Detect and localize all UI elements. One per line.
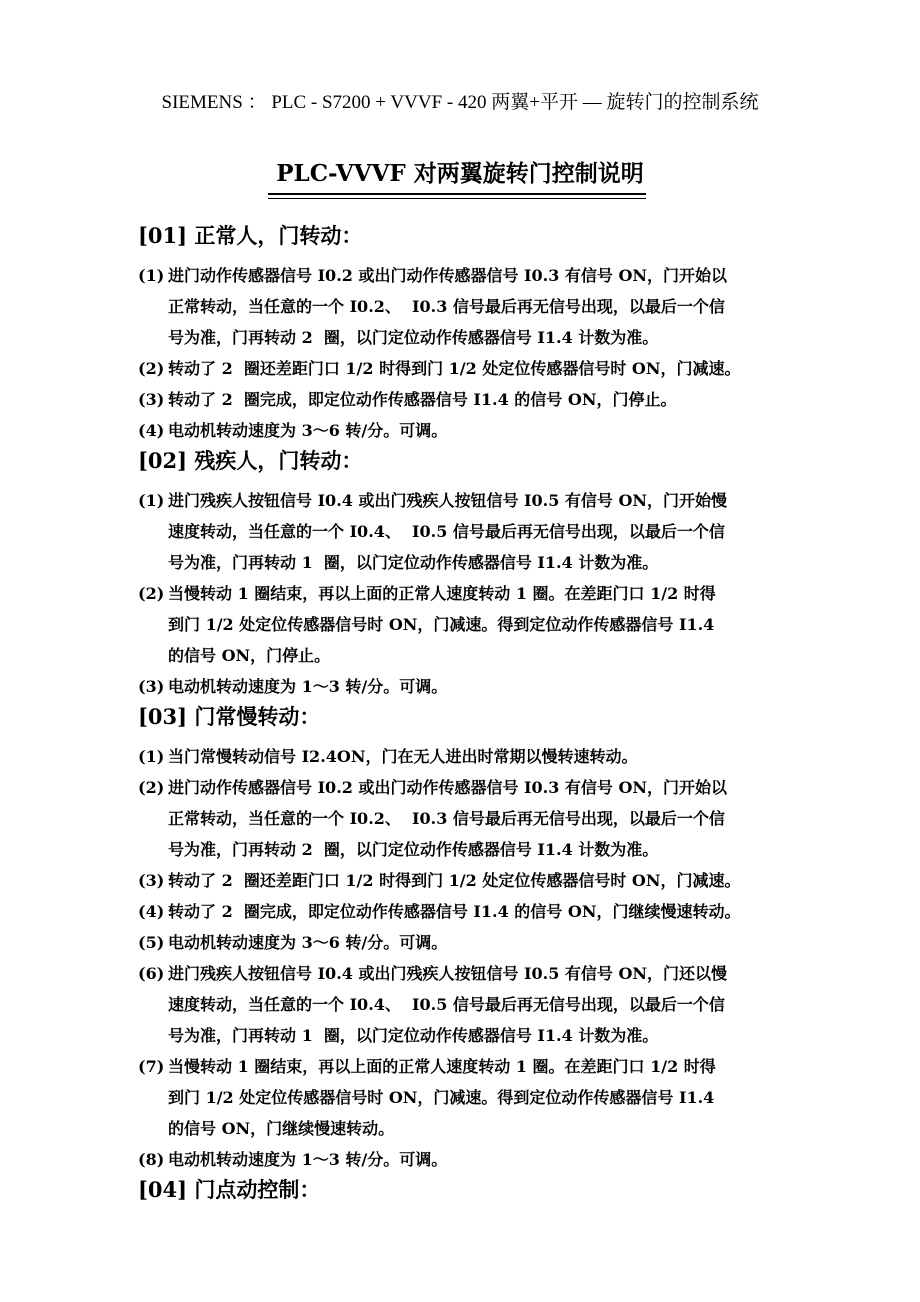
item-text: 电动机转动速度为 3～6 转/分。可调。: [168, 421, 448, 440]
item-text: 转动了 2 圈完成，即定位动作传感器信号 I1.4 的信号 ON，门继续慢速转动。: [168, 902, 741, 921]
item-text: 进门残疾人按钮信号 I0.4 或出门残疾人按钮信号 I0.5 有信号 ON，门开始慢 速度转动，当任意的一个 I0.4、 I0.5 信号最后再无信号出现，以最后一个信 号为准，门再转动 1 圈，以门定位动作传感器信号 I1.4 计数为准。: [168, 491, 728, 572]
list-item: [138, 1144, 798, 1175]
list-item: [138, 260, 798, 353]
item-number: (8): [138, 1150, 165, 1169]
list-item: [138, 415, 798, 446]
section-heading: [02] 残疾人，门转动：: [138, 448, 363, 473]
list-item: [138, 865, 798, 896]
list-item: [138, 896, 798, 927]
item-number: (4): [138, 421, 165, 440]
document-header: SIEMENS ： PLC - S7200 + VVVF - 420 两翼+平开 — 旋转门的控制系统: [161, 92, 759, 113]
list-item: [138, 772, 798, 865]
item-text: 进门动作传感器信号 I0.2 或出门动作传感器信号 I0.3 有信号 ON，门开始以 正常转动，当任意的一个 I0.2、 I0.3 信号最后再无信号出现，以最后一个信 号为准，门再转动 2 圈，以门定位动作传感器信号 I1.4 计数为准。: [168, 266, 728, 347]
list-item: [138, 958, 798, 1051]
item-text: 电动机转动速度为 3～6 转/分。可调。: [168, 933, 448, 952]
item-number: (1): [138, 266, 165, 285]
item-number: (1): [138, 747, 165, 766]
section-heading: [04] 门点动控制：: [138, 1177, 321, 1202]
item-text: 当慢转动 1 圈结束，再以上面的正常人速度转动 1 圈。在差距门口 1/2 时得 到门 1/2 处定位传感器信号时 ON，门减速。得到定位动作传感器信号 I1.4 的信号 ON，门继续慢速转动。: [168, 1057, 716, 1138]
item-number: (2): [138, 359, 165, 378]
title-underline: [268, 193, 646, 195]
item-number: (3): [138, 390, 165, 409]
item-text: 当门常慢转动信号 I2.4ON，门在无人进出时常期以慢转速转动。: [168, 747, 638, 766]
list-item: [138, 741, 798, 772]
item-text: 进门动作传感器信号 I0.2 或出门动作传感器信号 I0.3 有信号 ON，门开始以 正常转动，当任意的一个 I0.2、 I0.3 信号最后再无信号出现，以最后一个信 号为准，门再转动 2 圈，以门定位动作传感器信号 I1.4 计数为准。: [168, 778, 728, 859]
list-item: [138, 671, 798, 702]
item-number: (2): [138, 778, 165, 797]
item-text: 转动了 2 圈完成，即定位动作传感器信号 I1.4 的信号 ON，门停止。: [168, 390, 677, 409]
list-item: [138, 384, 798, 415]
document-title: PLC-VVVF 对两翼旋转门控制说明: [276, 160, 644, 187]
item-number: (7): [138, 1057, 165, 1076]
title-underline-thin: [268, 198, 646, 199]
section-heading: [03] 门常慢转动：: [138, 704, 321, 729]
list-item: [138, 578, 798, 671]
item-number: (1): [138, 491, 165, 510]
list-item: [138, 353, 798, 384]
item-number: (4): [138, 902, 165, 921]
item-text: 转动了 2 圈还差距门口 1/2 时得到门 1/2 处定位传感器信号时 ON，门减速。: [168, 871, 741, 890]
item-text: 进门残疾人按钮信号 I0.4 或出门残疾人按钮信号 I0.5 有信号 ON，门还以慢 速度转动，当任意的一个 I0.4、 I0.5 信号最后再无信号出现，以最后一个信 号为准，门再转动 1 圈，以门定位动作传感器信号 I1.4 计数为准。: [168, 964, 728, 1045]
list-item: [138, 1051, 798, 1144]
item-text: 电动机转动速度为 1～3 转/分。可调。: [168, 677, 448, 696]
item-text: 当慢转动 1 圈结束，再以上面的正常人速度转动 1 圈。在差距门口 1/2 时得 到门 1/2 处定位传感器信号时 ON，门减速。得到定位动作传感器信号 I1.4 的信号 ON，门停止。: [168, 584, 716, 665]
document-body: [138, 220, 798, 1214]
item-number: (3): [138, 677, 165, 696]
item-number: (5): [138, 933, 165, 952]
item-number: (6): [138, 964, 165, 983]
item-number: (2): [138, 584, 165, 603]
list-item: [138, 927, 798, 958]
item-number: (3): [138, 871, 165, 890]
list-item: [138, 485, 798, 578]
item-text: 转动了 2 圈还差距门口 1/2 时得到门 1/2 处定位传感器信号时 ON，门减速。: [168, 359, 741, 378]
section-heading: [01] 正常人，门转动：: [138, 223, 363, 248]
item-text: 电动机转动速度为 1～3 转/分。可调。: [168, 1150, 448, 1169]
